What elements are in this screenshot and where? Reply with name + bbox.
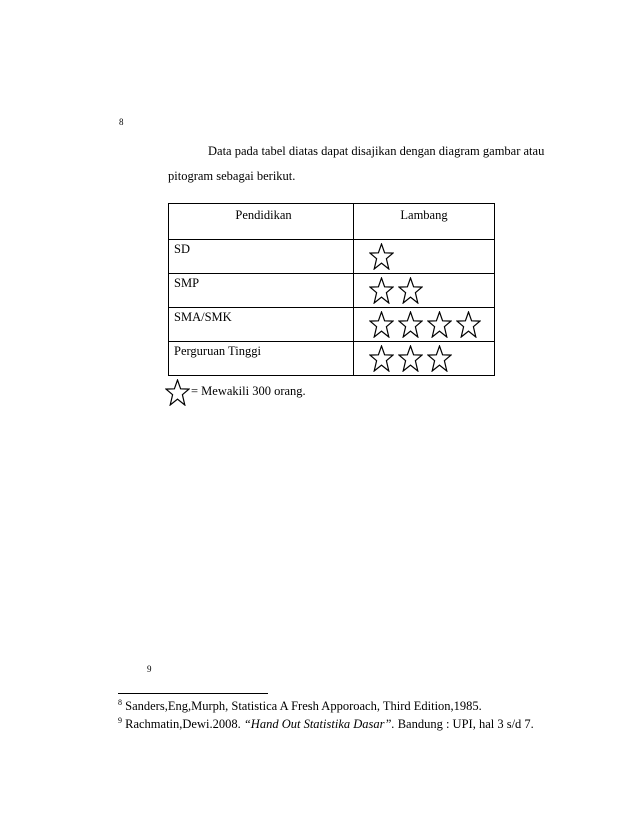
category-cell: SMA/SMK: [169, 308, 354, 342]
footnote-8-number: 8: [118, 698, 122, 707]
pictogram-table: [168, 203, 495, 376]
footnote-9-tail: Bandung : UPI, hal 3 s/d 7.: [394, 717, 534, 731]
legend-text: = Mewakili 300 orang.: [191, 384, 306, 398]
star-icon: [369, 345, 394, 372]
star-icon: [427, 345, 452, 372]
footnote-8-text: Sanders,Eng,Murph, Statistica A Fresh Apporoach, Third Edition,1985.: [125, 699, 482, 713]
star-icon: [456, 311, 481, 338]
category-cell: SD: [169, 240, 354, 274]
table-row: [169, 240, 495, 274]
footnote-9-title: “Hand Out Statistika Dasar”.: [243, 717, 395, 731]
category-cell: SMP: [169, 274, 354, 308]
table-row: [169, 308, 495, 342]
symbol-cell: [354, 342, 495, 376]
table-row: [169, 342, 495, 376]
star-icon: [427, 311, 452, 338]
paragraph-line-2: pitogram sebagai berikut.: [168, 169, 296, 183]
footnote-9-number: 9: [118, 716, 122, 725]
star-icon: [398, 311, 423, 338]
star-icon: [398, 277, 423, 304]
footnote-separator: [118, 693, 268, 694]
footnote-8: [118, 698, 482, 714]
star-icon: [398, 345, 423, 372]
footnote-9: [118, 716, 534, 732]
header-pendidikan: Pendidikan: [169, 204, 354, 240]
star-group: [369, 277, 423, 304]
star-group: [369, 311, 481, 338]
footnote-marker-8: 8: [119, 117, 124, 127]
legend-star-icon: [165, 379, 190, 406]
paragraph-line-1: Data pada tabel diatas dapat disajikan dengan diagram gambar atau: [208, 144, 545, 158]
table-row: [169, 274, 495, 308]
star-icon: [369, 311, 394, 338]
table-header-row: [169, 204, 495, 240]
star-icon: [165, 379, 190, 406]
star-icon: [369, 277, 394, 304]
symbol-cell: [354, 240, 495, 274]
category-cell: Perguruan Tinggi: [169, 342, 354, 376]
star-icon: [369, 243, 394, 270]
footnote-marker-9: 9: [147, 664, 152, 674]
star-group: [369, 243, 394, 270]
symbol-cell: [354, 274, 495, 308]
header-lambang: Lambang: [354, 204, 495, 240]
star-group: [369, 345, 452, 372]
footnote-9-text: Rachmatin,Dewi.2008.: [125, 717, 244, 731]
symbol-cell: [354, 308, 495, 342]
